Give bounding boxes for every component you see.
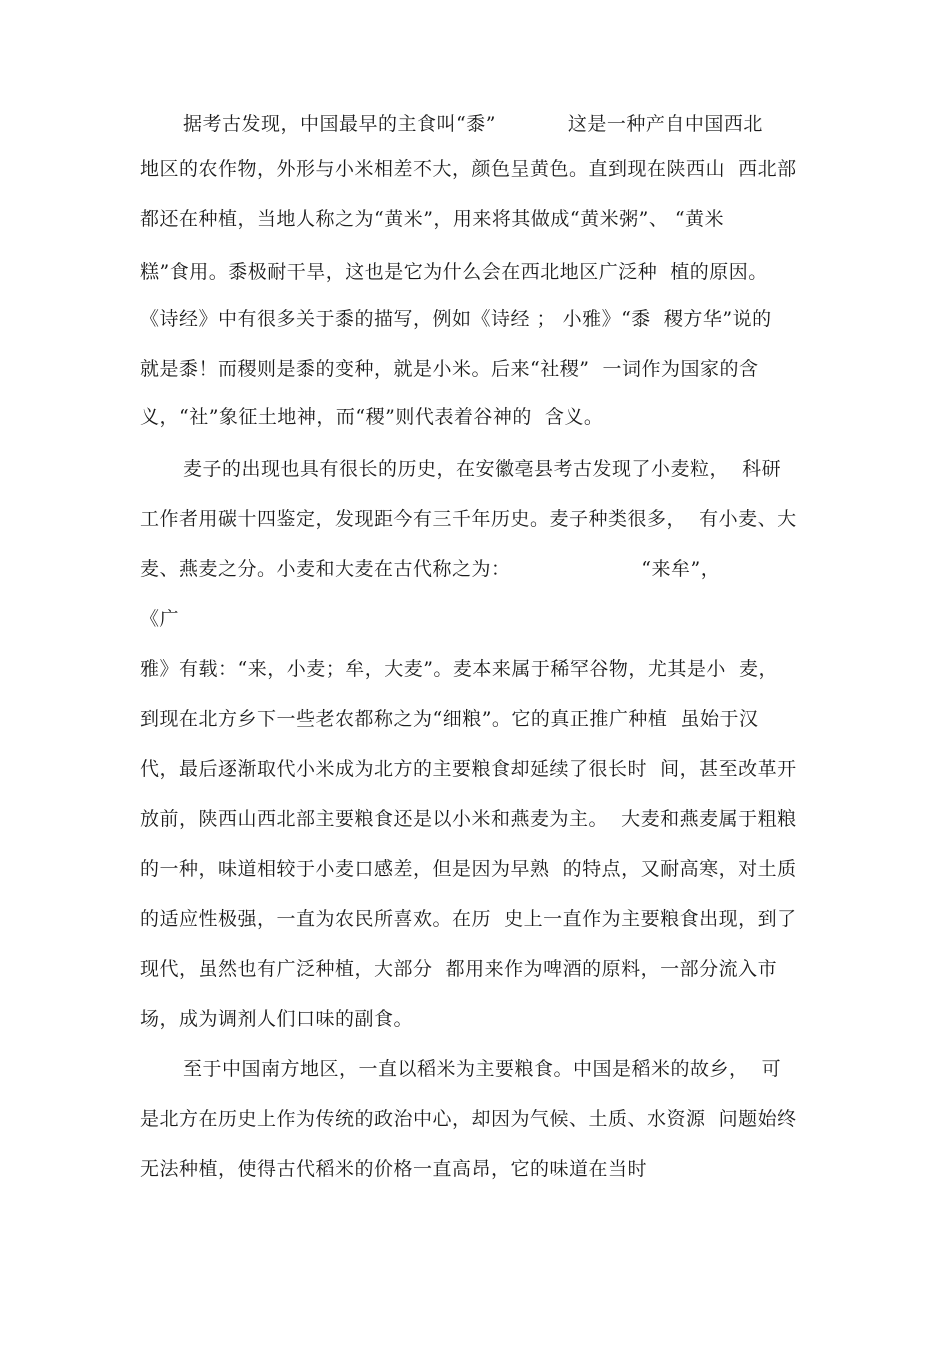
text-line: 现代，虽然也有广泛种植，大部分 都用来作为啤酒的原料，一部分流入市 (140, 958, 778, 980)
text-line: 的一种，味道相较于小麦口感差，但是因为早熟 的特点，又耐高寒，对土质 (140, 858, 797, 880)
text-line: 工作者用碳十四鉴定，发现距今有三千年历史。麦子种类很多， 有小麦、大 (140, 508, 797, 530)
text-line: 就是黍！而稷则是黍的变种，就是小米。后来“社稷” 一词作为国家的含 (140, 358, 759, 380)
text-line: 地区的农作物，外形与小米相差不大，颜色呈黄色。直到现在陕西山 西北部 (140, 158, 797, 180)
text-line: 据考古发现，中国最早的主食叫“黍” 这是一种产自中国西北 (183, 113, 763, 135)
text-line: 《诗经》中有很多关于黍的描写，例如《诗经 ； 小雅》“黍 稷方华”说的 (140, 308, 772, 330)
text-line: 都还在种植，当地人称之为“黄米”，用来将其做成“黄米粥”、 “黄米 (140, 208, 725, 230)
text-line: 的适应性极强，一直为农民所喜欢。在历 史上一直作为主要粮食出现，到了 (140, 908, 797, 930)
text-line: 糕”食用。黍极耐干旱，这也是它为什么会在西北地区广泛种 植的原因。 (140, 261, 768, 283)
text-line: 《广 (140, 608, 180, 630)
text-line: 是北方在历史上作为传统的政治中心，却因为气候、土质、水资源 问题始终 (140, 1108, 797, 1130)
text-line: 场，成为调剂人们口味的副食。 (140, 1008, 414, 1030)
text-line: 到现在北方乡下一些老农都称之为“细粮”。它的真正推广种植 虽始于汉 (140, 708, 759, 730)
text-line: 麦子的出现也具有很长的历史，在安徽亳县考古发现了小麦粒， 科研 (183, 458, 782, 480)
text-line: 无法种植，使得古代稻米的价格一直高昂，它的味道在当时 (140, 1158, 648, 1180)
text-line: 雅》有载：“来，小麦；牟，大麦”。麦本来属于稀罕谷物，尤其是小 麦， (140, 658, 779, 680)
text-line: 麦、燕麦之分。小麦和大麦在古代称之为： “来牟”， (140, 558, 721, 580)
text-line: 代，最后逐渐取代小米成为北方的主要粮食却延续了很长时 间，甚至改革开 (140, 758, 797, 780)
text-line: 至于中国南方地区，一直以稻米为主要粮食。中国是稻米的故乡， 可 (183, 1058, 782, 1080)
text-line: 放前，陕西山西北部主要粮食还是以小米和燕麦为主。 大麦和燕麦属于粗粮 (140, 808, 797, 830)
text-line: 义，“社”象征土地神，而“稷”则代表着谷神的 含义。 (140, 406, 604, 428)
